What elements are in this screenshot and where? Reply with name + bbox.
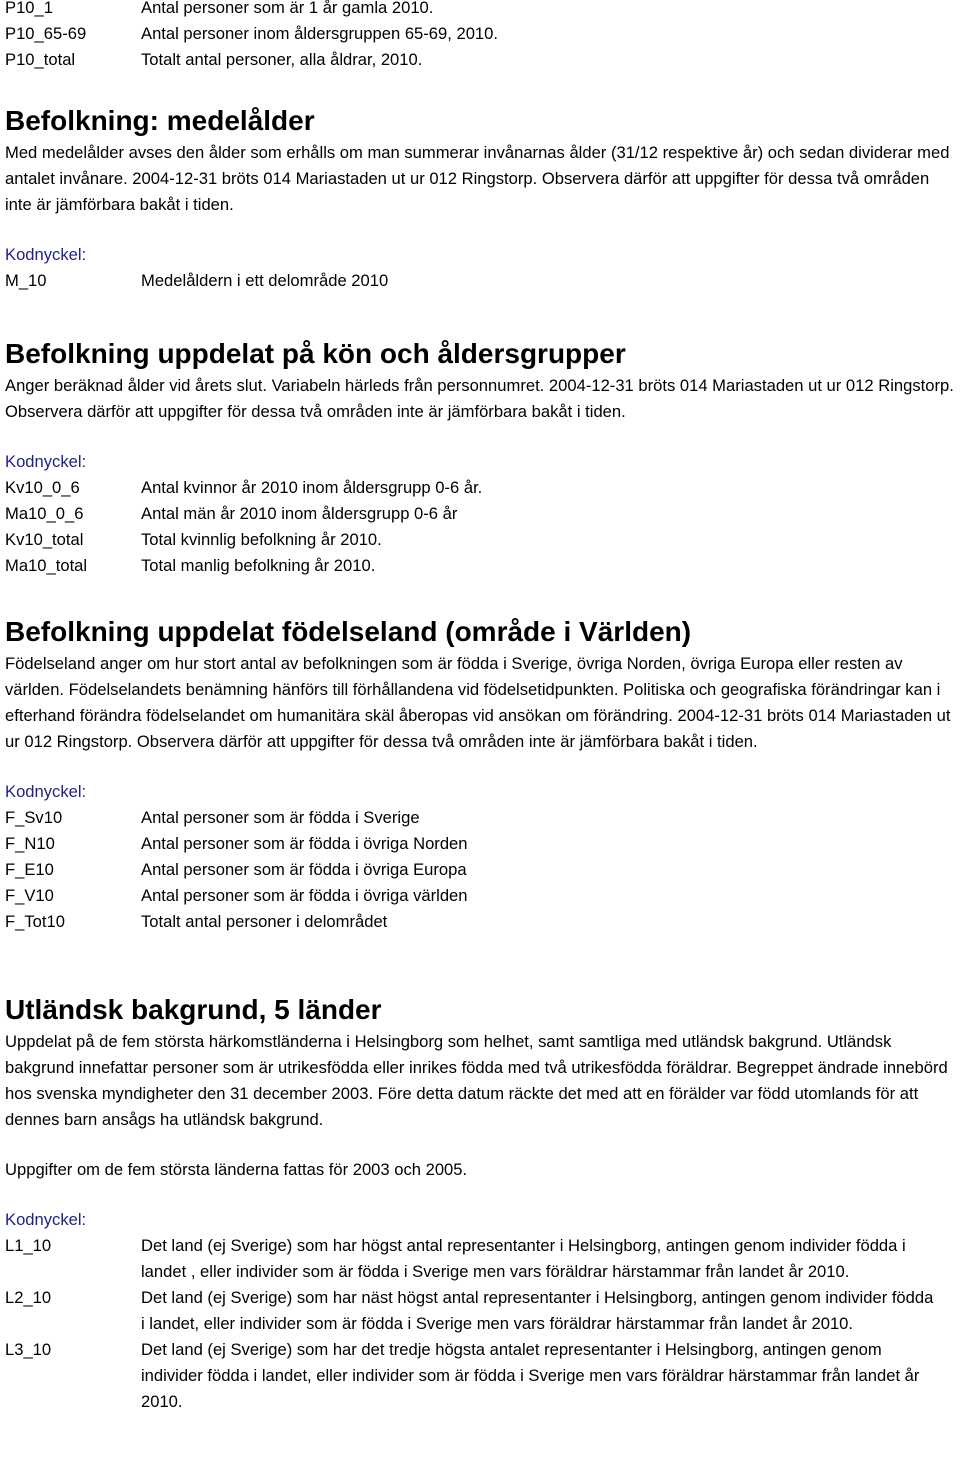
code-key: Kv10_0_6 [5,478,80,497]
code-description: Antal personer som är födda i övriga världen [141,886,468,905]
code-key: P10_1 [5,0,53,17]
code-key: Ma10_total [5,556,88,575]
code-row [5,805,941,831]
code-description: Totalt antal personer i delområdet [141,912,388,931]
code-description: Antal personer som är födda i övriga Norden [141,834,468,853]
code-key: L3_10 [5,1340,52,1359]
code-row [5,475,941,501]
section-text: Med medelålder avses den ålder som erhålls om man summerar invånarnas ålder (31/12 respektive år) och sedan dividerar med antalet invånare. 2004-12-31 bröts 014 Mariastaden ut ur 012 Ringstorp. Observera därför att uppgifter för dessa två områden inte är jämförbara bakåt i tiden. [5,143,950,214]
section-text: Anger beräknad ålder vid årets slut. Variabeln härleds från personnumret. 2004-12-31 bröts 014 Mariastaden ut ur 012 Ringstorp. Observera därför att uppgifter för dessa två områden inte är jämförbara bakåt i tiden. [5,376,954,421]
code-row [5,1285,941,1337]
kodnyckel-label: Kodnyckel: [5,1210,87,1229]
code-row [5,553,941,579]
code-description: Det land (ej Sverige) som har högst antal representanter i Helsingborg, antingen genom individer födda i landet , eller individer som är födda i Sverige men vars föräldrar härstammar från landet år 2010. [141,1236,906,1281]
code-row [5,1233,941,1285]
section-fodelseland [5,615,957,935]
code-row [5,883,941,909]
code-row [5,47,941,73]
code-key: M_10 [5,271,47,290]
code-description: Antal personer som är födda i Sverige [141,808,420,827]
kodnyckel-label: Kodnyckel: [5,452,87,471]
code-key: L2_10 [5,1288,52,1307]
code-description: Medelåldern i ett delområde 2010 [141,271,389,290]
code-key: Kv10_total [5,530,84,549]
code-description: Antal män år 2010 inom åldersgrupp 0-6 år [141,504,458,523]
code-description: Totalt antal personer, alla åldrar, 2010. [141,50,423,69]
code-key: F_E10 [5,860,54,879]
code-key: F_Sv10 [5,808,63,827]
code-key: F_N10 [5,834,55,853]
code-key: P10_65-69 [5,24,87,43]
section-heading: Befolkning uppdelat på kön och åldersgrupper [5,338,626,369]
code-key: P10_total [5,50,76,69]
code-description: Antal kvinnor år 2010 inom åldersgrupp 0-6 år. [141,478,483,497]
section-text: Födelseland anger om hur stort antal av befolkningen som är födda i Sverige, övriga Norden, övriga Europa eller resten av världen. Födelselandets benämning hänförs till förhållandena vid födelsetidpunkten. Politiska och geografiska förändringar kan i efterhand förändra födelselandet om humanitära skäl åberopas vid ansökan om förändring. 2004-12-31 bröts 014 Mariastaden ut ur 012 Ringstorp. Observera därför att uppgifter för dessa två områden inte är jämförbara bakåt i tiden. [5,654,951,751]
code-key: F_V10 [5,886,54,905]
section-heading: Befolkning uppdelat födelseland (område i Världen) [5,616,692,647]
code-key: F_Tot10 [5,912,65,931]
code-row [5,857,941,883]
code-table [5,1233,941,1415]
code-key: Ma10_0_6 [5,504,84,523]
code-description: Antal personer som är 1 år gamla 2010. [141,0,434,17]
section-heading: Utländsk bakgrund, 5 länder [5,994,382,1025]
section-kon-aldersgrupper [5,337,957,579]
code-row [5,831,941,857]
code-row [5,527,941,553]
code-row [5,0,941,21]
code-row [5,909,941,935]
section-heading: Befolkning: medelålder [5,105,315,136]
section-medelalder [5,104,957,294]
code-key: L1_10 [5,1236,52,1255]
top-code-list [5,0,957,73]
section-utlandsk-bakgrund [5,993,957,1415]
kodnyckel-label: Kodnyckel: [5,782,87,801]
code-table [5,0,941,73]
section-note: Uppgifter om de fem största länderna fattas för 2003 och 2005. [5,1160,468,1179]
code-row [5,21,941,47]
code-table [5,805,941,935]
code-description: Total kvinnlig befolkning år 2010. [141,530,382,549]
kodnyckel-label: Kodnyckel: [5,245,87,264]
code-row [5,268,941,294]
code-description: Total manlig befolkning år 2010. [141,556,376,575]
code-table [5,268,941,294]
code-description: Det land (ej Sverige) som har näst högst antal representanter i Helsingborg, antingen genom individer födda i landet, eller individer som är födda i Sverige men vars föräldrar härstammar från landet år 2010. [141,1288,934,1333]
code-row [5,501,941,527]
code-description: Antal personer som är födda i övriga Europa [141,860,467,879]
code-description: Det land (ej Sverige) som har det tredje högsta antalet representanter i Helsingborg, antingen genom individer födda i landet, eller individer som är födda i Sverige men vars föräldrar härstammar från landet år 2010. [141,1340,920,1411]
code-table [5,475,941,579]
code-description: Antal personer inom åldersgruppen 65-69, 2010. [141,24,499,43]
code-row [5,1337,941,1415]
section-text: Uppdelat på de fem största härkomstländerna i Helsingborg som helhet, samt samtliga med utländsk bakgrund. Utländsk bakgrund innefattar personer som är utrikesfödda eller inrikes födda med två utrikesfödda föräldrar. Begreppet ändrade innebörd hos svenska myndigheter den 31 december 2003. Före detta datum räckte det med att en förälder var född utomlands för att dennes barn ansågs ha utländsk bakgrund. [5,1032,948,1129]
